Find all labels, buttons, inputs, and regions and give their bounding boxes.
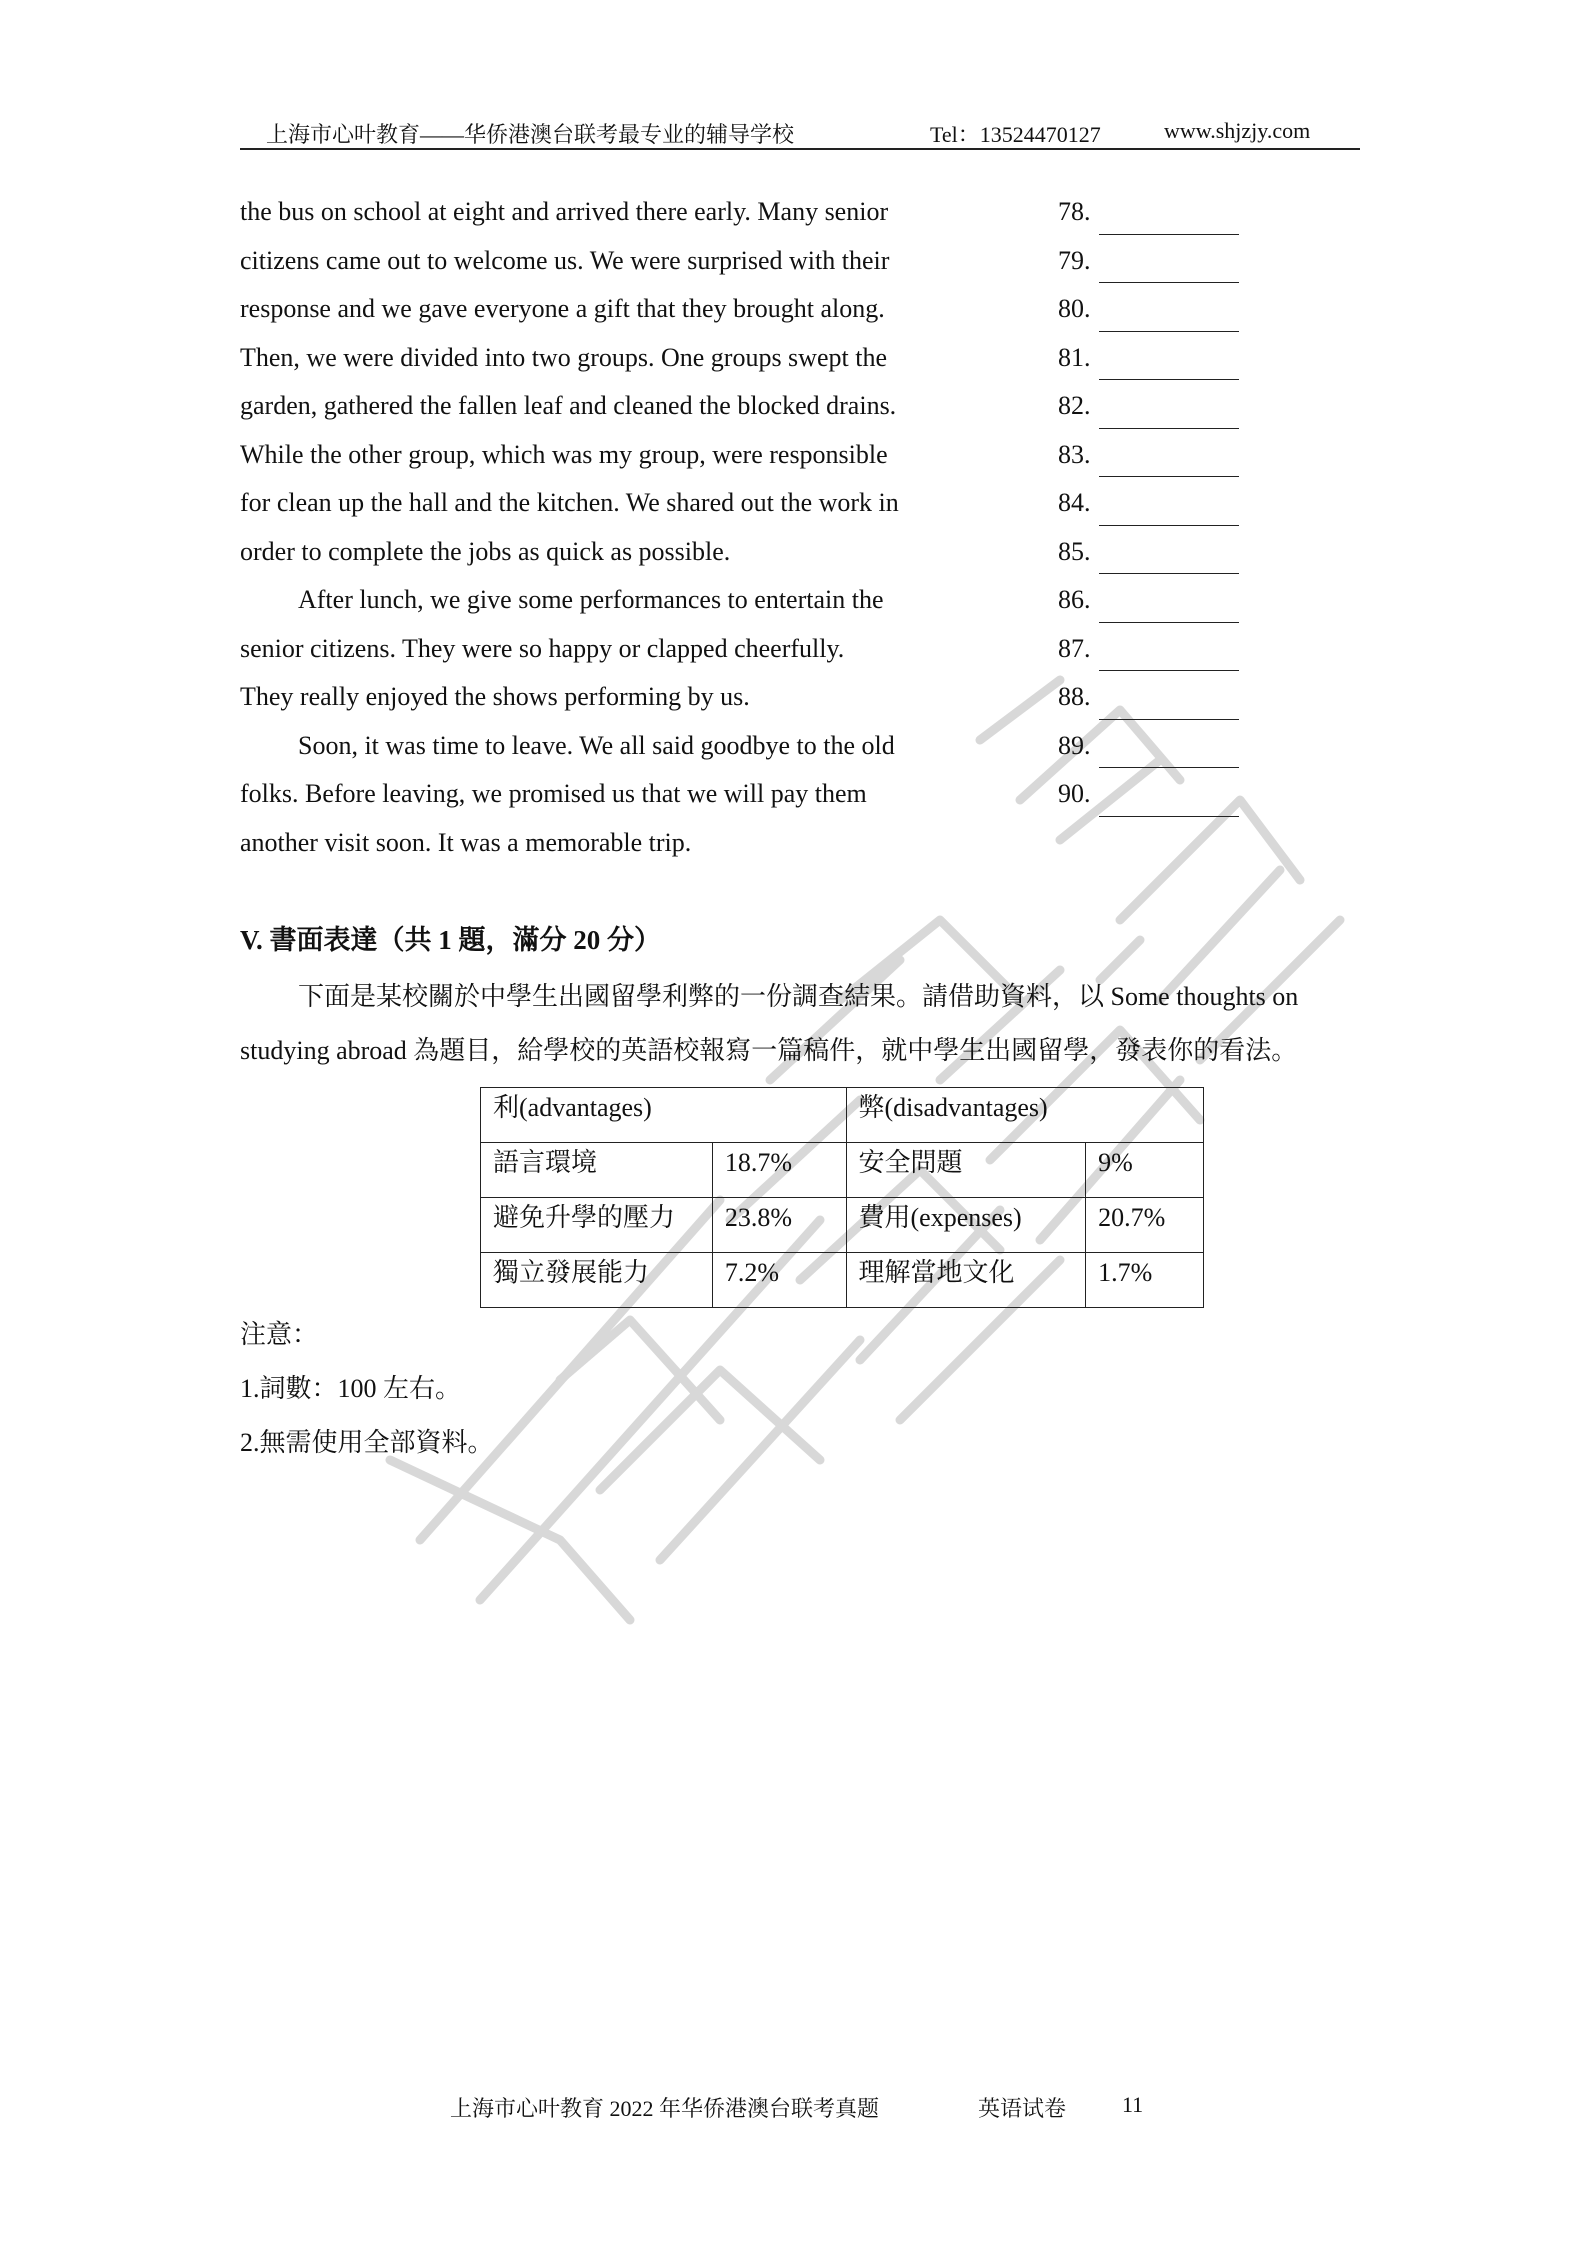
answer-line (1058, 479, 1258, 528)
answer-number: 89. (1058, 730, 1091, 760)
note-item: 2.無需使用全部資料。 (240, 1428, 494, 1457)
answer-blank[interactable] (1099, 543, 1239, 574)
header-school: 上海市心叶教育——华侨港澳台联考最专业的辅导学校 (266, 122, 795, 147)
answer-line (1058, 382, 1258, 431)
passage-line: folks. Before leaving, we promised us that we will pay them (240, 779, 867, 808)
answer-number: 88. (1058, 682, 1091, 711)
answer-line (1058, 576, 1258, 625)
disadvantage-percent: 1.7% (1086, 1253, 1204, 1308)
notes (240, 1308, 494, 1470)
passage (240, 188, 1000, 867)
answer-blanks (1058, 188, 1258, 819)
answer-number: 86. (1058, 585, 1091, 614)
advantage-percent: 18.7% (712, 1143, 846, 1198)
notes-title: 注意： (240, 1320, 319, 1349)
answer-line (1058, 722, 1258, 771)
passage-line: Then, we were divided into two groups. One groups swept the (240, 342, 887, 372)
disadvantage-item: 安全問題 (846, 1143, 1086, 1198)
passage-line: order to complete the jobs as quick as possible. (240, 536, 731, 566)
advantage-percent: 7.2% (712, 1253, 846, 1308)
page-header (240, 112, 1360, 150)
header-tel: Tel：13524470127 (930, 122, 1101, 147)
table-row (481, 1143, 1204, 1198)
answer-number: 82. (1058, 391, 1091, 420)
instruction-line: 下面是某校關於中學生出國留學利弊的一份調查結果。請借助資料，以 Some thoughts on (298, 982, 1299, 1011)
answer-blank[interactable] (1099, 204, 1239, 235)
footer-title: 上海市心叶教育 2022 年华侨港澳台联考真题 (450, 2096, 880, 2121)
passage-line: another visit soon. It was a memorable trip. (240, 827, 692, 857)
answer-line (1058, 285, 1258, 334)
passage-line: senior citizens. They were so happy or clapped cheerfully. (240, 633, 845, 663)
advantage-item: 獨立發展能力 (481, 1253, 713, 1308)
answer-blank[interactable] (1099, 446, 1239, 477)
advantage-item: 語言環境 (481, 1143, 713, 1198)
answer-number: 83. (1058, 439, 1091, 469)
answer-blank[interactable] (1099, 398, 1239, 429)
table-row (481, 1253, 1204, 1308)
answer-number: 84. (1058, 488, 1091, 517)
answer-blank[interactable] (1099, 737, 1239, 768)
answer-blank[interactable] (1099, 349, 1239, 380)
passage-line: the bus on school at eight and arrived there early. Many senior (240, 197, 889, 226)
answer-line (1058, 334, 1258, 383)
answer-number: 85. (1058, 536, 1091, 566)
answer-number: 80. (1058, 294, 1091, 323)
answer-blank[interactable] (1099, 301, 1239, 332)
advantage-item: 避免升學的壓力 (481, 1198, 713, 1253)
disadvantage-percent: 9% (1086, 1143, 1204, 1198)
note-item: 1.詞數：100 左右。 (240, 1374, 462, 1403)
answer-blank[interactable] (1099, 689, 1239, 720)
answer-line (1058, 673, 1258, 722)
passage-line: After lunch, we give some performances to entertain the (298, 585, 884, 614)
advantage-percent: 23.8% (712, 1198, 846, 1253)
answer-blank[interactable] (1099, 495, 1239, 526)
answer-blank[interactable] (1099, 252, 1239, 283)
passage-line: response and we gave everyone a gift that they brought along. (240, 294, 885, 323)
answer-blank[interactable] (1099, 786, 1239, 817)
answer-number: 90. (1058, 779, 1091, 808)
passage-line: Soon, it was time to leave. We all said goodbye to the old (298, 730, 895, 760)
table-row (481, 1198, 1204, 1253)
passage-line: They really enjoyed the shows performing by us. (240, 682, 750, 711)
answer-line (1058, 431, 1258, 480)
answer-line (1058, 237, 1258, 286)
answer-blank[interactable] (1099, 640, 1239, 671)
page-number: 11 (1122, 2092, 1144, 2117)
passage-line: While the other group, which was my group, were responsible (240, 439, 888, 469)
answer-line (1058, 770, 1258, 819)
answer-blank[interactable] (1099, 592, 1239, 623)
disadvantages-header: 弊(disadvantages) (846, 1088, 1203, 1143)
answer-line (1058, 625, 1258, 674)
disadvantage-item: 費用(expenses) (846, 1198, 1086, 1253)
answer-line (1058, 528, 1258, 577)
answer-number: 87. (1058, 633, 1091, 663)
answer-line (1058, 188, 1258, 237)
footer-subject: 英语试卷 (978, 2096, 1067, 2121)
header-url: www.shjzjy.com (1164, 118, 1311, 143)
passage-line: garden, gathered the fallen leaf and cleaned the blocked drains. (240, 391, 897, 420)
disadvantage-percent: 20.7% (1086, 1198, 1204, 1253)
advantages-header: 利(advantages) (481, 1088, 847, 1143)
answer-number: 79. (1058, 245, 1091, 275)
disadvantage-item: 理解當地文化 (846, 1253, 1086, 1308)
answer-number: 78. (1058, 197, 1091, 226)
answer-number: 81. (1058, 342, 1091, 372)
section-title: V. 書面表達（共 1 題，滿分 20 分） (240, 925, 662, 955)
section-instructions (240, 970, 1360, 1078)
table-header-row (481, 1088, 1204, 1143)
survey-table (480, 1087, 1204, 1308)
instruction-line: studying abroad 為題目，給學校的英語校報寫一篇稿件，就中學生出國留學，發表你的看法。 (240, 1036, 1298, 1065)
passage-line: for clean up the hall and the kitchen. We shared out the work in (240, 488, 899, 517)
passage-line: citizens came out to welcome us. We were surprised with their (240, 245, 890, 275)
